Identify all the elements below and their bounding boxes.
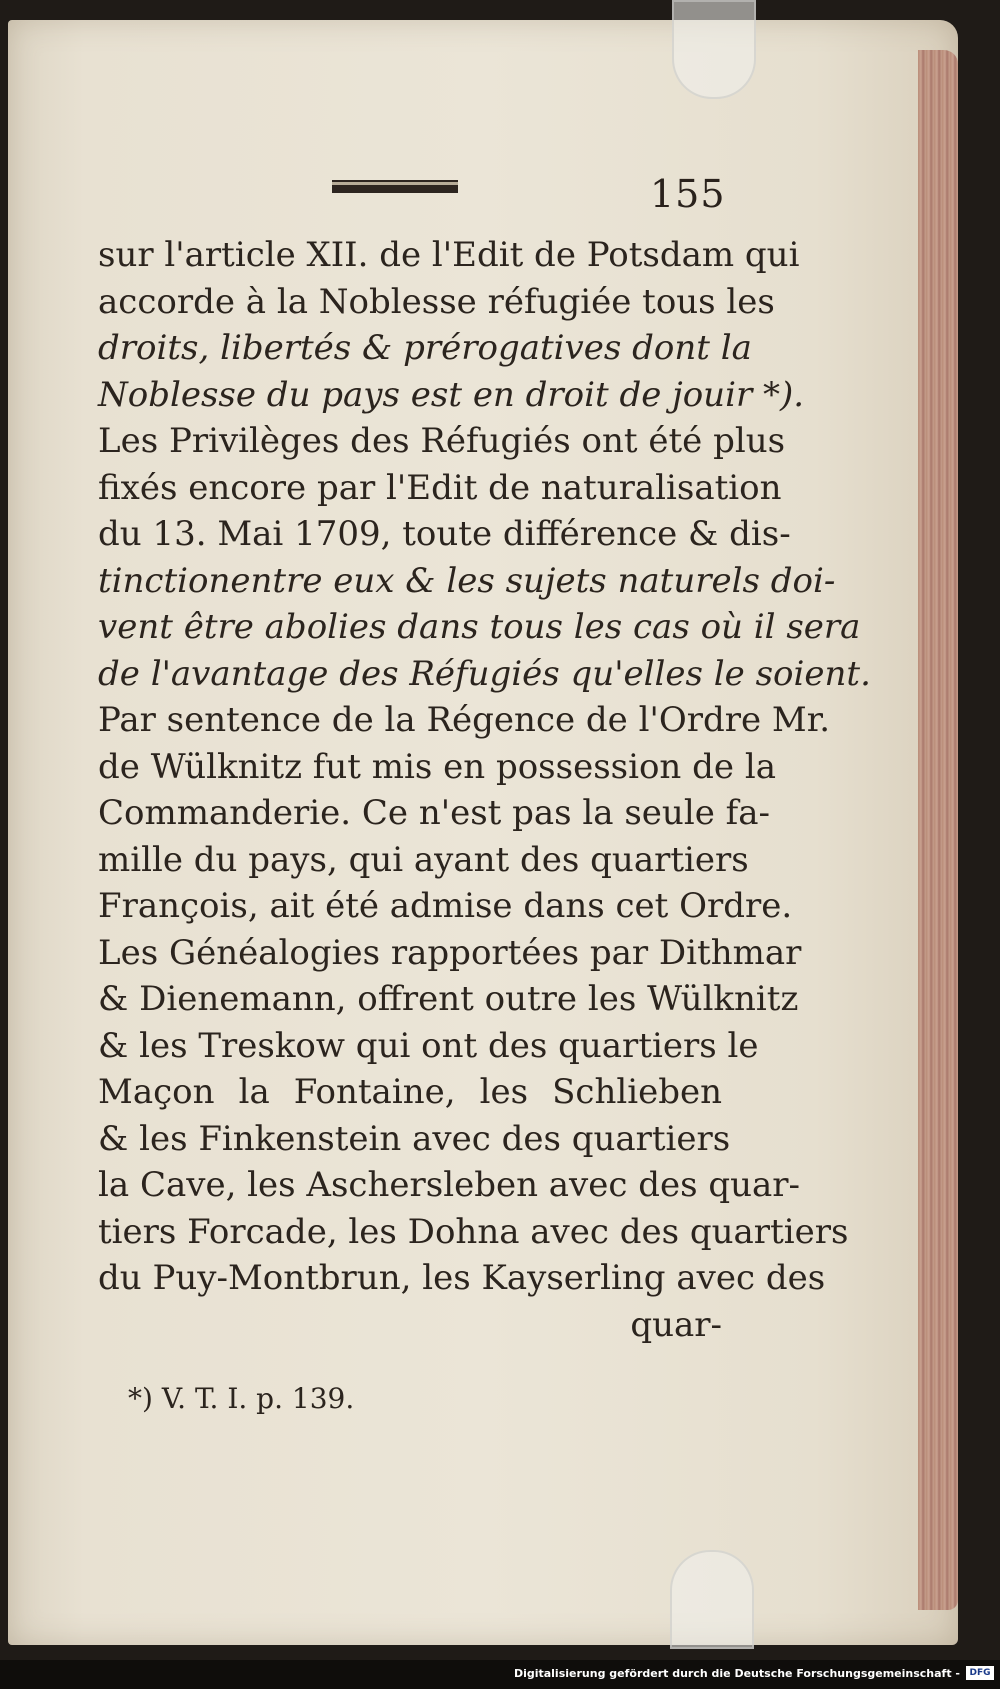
text-line: & les Treskow qui ont des quartiers le	[98, 1025, 759, 1066]
text-line: sur l'article XII. de l'Edit de Potsdam qui	[98, 235, 800, 275]
text-line: Maçon la Fontaine, les Schlieben	[98, 1072, 722, 1112]
text-line: Par sentence de la Régence de l'Ordre Mr.	[98, 700, 831, 740]
text-line: tiers Forcade, les Dohna avec des quartiers	[98, 1211, 849, 1252]
body-text	[98, 232, 871, 1348]
page-clip-bottom	[670, 1550, 754, 1649]
page-edge	[918, 50, 958, 1610]
text-line: François, ait été admise dans cet Ordre.	[98, 886, 793, 926]
text-line: fixés encore par l'Edit de naturalisation	[98, 467, 782, 508]
credit-text: Digitalisierung gefördert durch die Deutsche Forschungsgemeinschaft -	[513, 1667, 960, 1680]
text-line: mille du pays, qui ayant des quartiers	[98, 839, 749, 880]
text-line: du Puy-Montbrun, les Kayserling avec des	[98, 1258, 826, 1298]
text-line: Noblesse du pays est en droit de jouir *).	[98, 374, 805, 415]
text-line: & les Finkenstein avec des quartiers	[98, 1118, 731, 1159]
text-line: de l'avantage des Réfugiés qu'elles le soient.	[98, 653, 871, 694]
text-line: du 13. Mai 1709, toute différence & dis-	[98, 514, 791, 554]
header-rule	[332, 180, 458, 193]
text-line: droits, libertés & prérogatives dont la	[98, 328, 752, 368]
text-line: quar-	[630, 1304, 722, 1345]
text-line: la Cave, les Aschersleben avec des quar-	[98, 1165, 801, 1205]
text-line: accorde à la Noblesse réfugiée tous les	[98, 281, 775, 322]
text-line: tinctionentre eux & les sujets naturels doi-	[98, 560, 836, 601]
text-line: de Wülknitz fut mis en possession de la	[98, 746, 776, 787]
text-line: vent être abolies dans tous les cas où il sera	[98, 607, 861, 647]
dfg-logo-icon: DFG	[966, 1666, 994, 1680]
text-line: Les Privilèges des Réfugiés ont été plus	[98, 421, 786, 461]
page-clip-top	[672, 0, 756, 99]
text-line: Les Généalogies rapportées par Dithmar	[98, 932, 802, 973]
footnote: *) V. T. I. p. 139.	[128, 1382, 355, 1415]
page-number: 155	[650, 172, 726, 216]
text-line: Commanderie. Ce n'est pas la seule fa-	[98, 793, 770, 833]
text-line: & Dienemann, offrent outre les Wülknitz	[98, 979, 799, 1019]
